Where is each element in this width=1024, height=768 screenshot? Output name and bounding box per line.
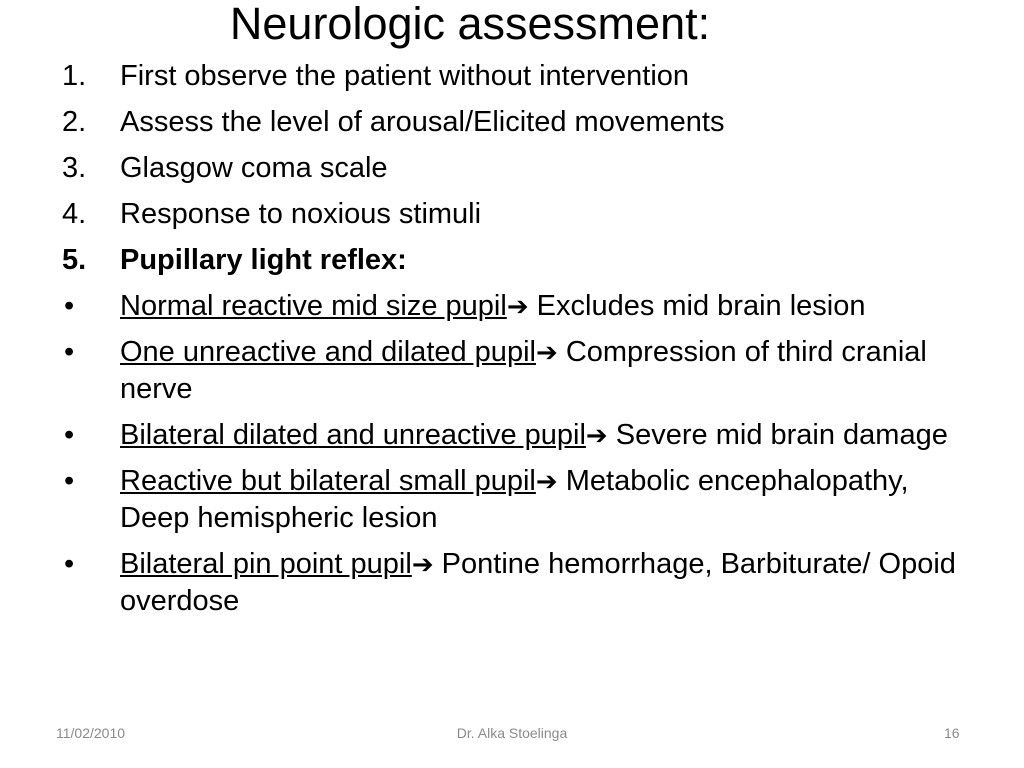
item-text: Glasgow coma scale: [120, 152, 388, 184]
pupil-finding: One unreactive and dilated pupil: [120, 336, 536, 368]
slide-number: 16: [944, 725, 960, 741]
item-text: Assess the level of arousal/Elicited movements: [120, 106, 725, 138]
clinical-result: Severe mid brain damage: [607, 419, 948, 451]
numbered-item: [62, 58, 962, 95]
numbered-item: [62, 150, 962, 187]
bullet-item: [62, 463, 962, 537]
item-text: Response to noxious stimuli: [120, 198, 482, 230]
footer-author: Dr. Alka Stoelinga: [456, 725, 568, 741]
bullet-icon: •: [64, 290, 75, 322]
clinical-result: Compression of third cranial nerve: [120, 336, 927, 405]
pupil-finding: Normal reactive mid size pupil: [120, 290, 507, 322]
item-number: 4.: [62, 198, 87, 230]
bullet-text: [120, 546, 962, 620]
bullet-text: [120, 463, 962, 537]
item-number: 3.: [62, 152, 87, 184]
pupil-finding: Reactive but bilateral small pupil: [120, 465, 536, 497]
clinical-result: Excludes mid brain lesion: [528, 290, 866, 322]
bullet-icon: •: [64, 336, 75, 368]
bullet-item: [62, 288, 962, 325]
pupil-finding: Bilateral dilated and unreactive pupil: [120, 419, 586, 451]
item-number: 5.: [62, 244, 87, 276]
clinical-result: Metabolic encephalopathy, Deep hemispheric lesion: [120, 465, 909, 534]
bullet-text: [120, 334, 962, 408]
pupil-finding: Bilateral pin point pupil: [120, 548, 412, 580]
bullet-item: [62, 546, 962, 620]
numbered-item: [62, 196, 962, 233]
bullet-icon: •: [64, 548, 75, 580]
arrow-right-icon: ➔: [506, 291, 529, 321]
bullet-text: [120, 288, 962, 325]
item-text: Pupillary light reflex:: [120, 244, 407, 276]
bullet-text: [120, 417, 962, 454]
bullet-item: [62, 334, 962, 408]
numbered-item: [62, 104, 962, 141]
slide-content: [62, 58, 962, 629]
clinical-result: Pontine hemorrhage, Barbiturate/ Opoid overdose: [120, 548, 956, 617]
slide-title: Neurologic assessment:: [229, 0, 711, 49]
arrow-right-icon: ➔: [585, 420, 608, 450]
item-number: 2.: [62, 106, 87, 138]
numbered-item: [62, 242, 962, 279]
arrow-right-icon: ➔: [411, 549, 434, 579]
footer-date: 11/02/2010: [56, 725, 126, 741]
item-number: 1.: [62, 60, 87, 92]
bullet-item: [62, 417, 962, 454]
arrow-right-icon: ➔: [535, 337, 558, 367]
arrow-right-icon: ➔: [535, 466, 558, 496]
bullet-icon: •: [64, 465, 75, 497]
item-text: First observe the patient without intervention: [120, 60, 690, 92]
bullet-icon: •: [64, 419, 75, 451]
